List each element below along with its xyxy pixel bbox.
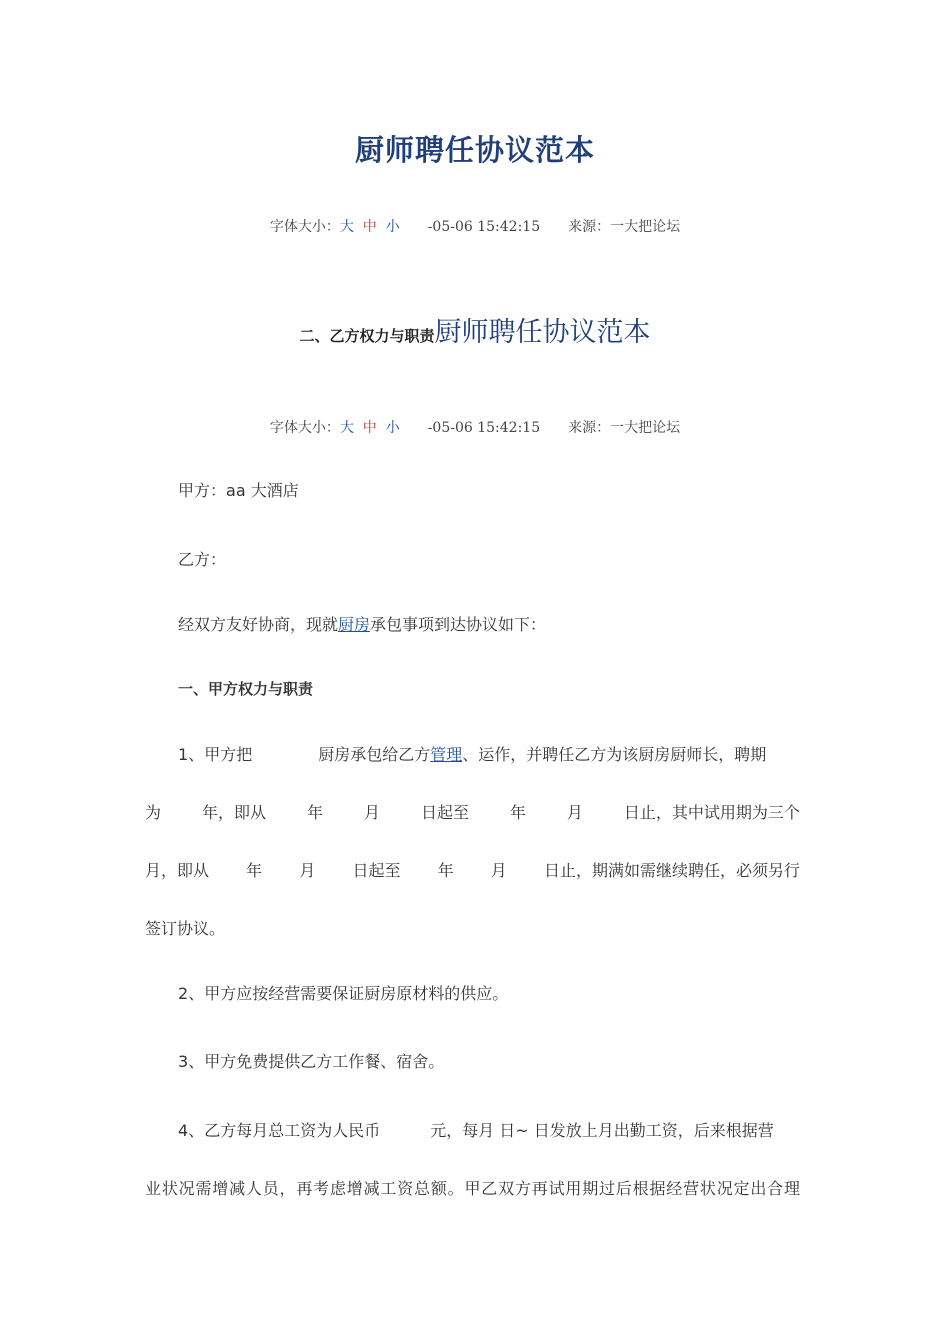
font-size-medium-link[interactable]: 中 [362, 420, 377, 436]
font-size-large-link[interactable]: 大 [339, 219, 354, 235]
item-3 [178, 1049, 444, 1072]
font-size-label: 字体大小： [269, 219, 340, 235]
item-text: 、甲方免费提供乙方工作餐、宿舍。 [188, 1052, 445, 1071]
font-size-small-link[interactable]: 小 [385, 219, 400, 235]
party-b-line: 乙方： [178, 550, 227, 569]
item-text: 年 [437, 861, 454, 880]
item-number: 1 [178, 745, 189, 764]
item-text: 、甲方应按经营需要保证厨房原材料的供应。 [188, 984, 509, 1003]
item-text: 月 [566, 803, 583, 822]
document-title: 厨师聘任协议范本 [354, 133, 595, 167]
font-size-medium-link[interactable]: 中 [362, 219, 377, 235]
subtitle-section: 二、乙方权力与职责 [299, 327, 435, 345]
management-link[interactable]: 管理 [430, 745, 463, 764]
item-text: 日止，期满如需继续聘任，必须另行 [543, 861, 800, 880]
item-text: 年 [246, 861, 263, 880]
item-text: 日止，其中试用期为三个 [623, 803, 800, 822]
kitchen-link[interactable]: 厨房 [338, 615, 371, 634]
font-size-label: 字体大小： [269, 420, 340, 436]
intro-paragraph [178, 612, 546, 635]
intro-text-after: 承包事项到达协议如下： [370, 615, 547, 634]
item-4-line-1 [178, 1118, 774, 1141]
item-text: 月 [490, 861, 507, 880]
party-a-line [178, 478, 299, 501]
article-meta [0, 216, 950, 236]
item-number: 3 [178, 1052, 189, 1071]
item-1-line-3 [145, 858, 800, 881]
item-text: 厨房承包给乙方 [318, 745, 431, 764]
party-a-suffix: 大酒店 [250, 481, 299, 500]
item-4-line-2: 业状况需增减人员，再考虑增减工资总额。甲乙双方再试用期过后根据经营状况定出合理 [145, 1179, 800, 1198]
party-a-label: 甲方： [178, 481, 227, 500]
item-text: 年 [509, 803, 526, 822]
section-subtitle [0, 310, 950, 349]
item-text: 月，即从 [145, 861, 210, 880]
party-a-value: aa [226, 481, 246, 500]
subtitle-title: 厨师聘任协议范本 [434, 317, 651, 348]
font-size-small-link[interactable]: 小 [385, 420, 400, 436]
item-1-line-1 [178, 742, 766, 765]
publish-date: -05-06 15:42:15 [427, 219, 541, 235]
item-text: 、甲方把 [188, 745, 253, 764]
intro-text-before: 经双方友好协商，现就 [178, 615, 339, 634]
source-text: 来源：一大把论坛 [568, 219, 681, 235]
item-text: 日起至 [420, 803, 469, 822]
item-2 [178, 981, 508, 1004]
item-text: 、乙方每月总工资为人民币 [188, 1121, 381, 1140]
item-text: 日起至 [352, 861, 401, 880]
item-text: 年 [306, 803, 323, 822]
item-number: 2 [178, 984, 189, 1003]
item-text: 为 [145, 803, 162, 822]
publish-date: -05-06 15:42:15 [427, 420, 541, 436]
item-1-line-4: 签订协议。 [145, 919, 226, 938]
section-heading-party-a: 一、甲方权力与职责 [178, 680, 314, 698]
item-text: 、运作，并聘任乙方为该厨房厨师长，聘期 [462, 745, 767, 764]
source-text: 来源：一大把论坛 [568, 420, 681, 436]
item-text: 年，即从 [201, 803, 266, 822]
article-meta-repeat [0, 417, 950, 437]
item-number: 4 [178, 1121, 189, 1140]
font-size-large-link[interactable]: 大 [339, 420, 354, 436]
item-1-line-2 [145, 800, 800, 823]
item-text: 元，每月 日~ 日发放上月出勤工资，后来根据营 [430, 1121, 774, 1140]
item-text: 月 [299, 861, 316, 880]
item-text: 月 [363, 803, 380, 822]
